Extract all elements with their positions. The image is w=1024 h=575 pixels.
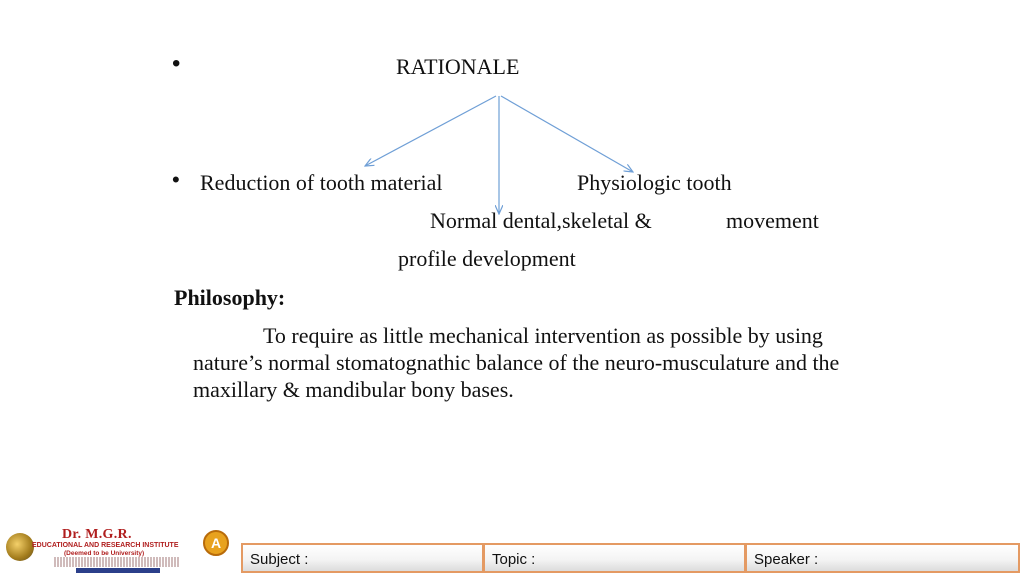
accreditation-badge-icon: A	[203, 530, 229, 556]
branch-middle-text-line1: Normal dental,skeletal &	[430, 208, 652, 233]
institute-emblem-icon	[6, 533, 34, 561]
logo-strip	[76, 568, 160, 573]
logo-title: Dr. M.G.R.	[62, 527, 132, 542]
title-bullet: •	[172, 50, 181, 77]
branch-right-text-line1: Physiologic tooth	[577, 170, 732, 195]
branch-middle-text-line2: profile development	[398, 246, 576, 271]
slide-title: RATIONALE	[396, 54, 520, 79]
institute-logo	[4, 527, 234, 573]
logo-tagline: (Deemed to be University)	[64, 550, 145, 557]
philosophy-paragraph	[193, 322, 853, 403]
logo-subtitle: EDUCATIONAL AND RESEARCH INSTITUTE	[32, 542, 179, 549]
subject-label: Subject :	[250, 551, 309, 568]
topic-label: Topic :	[492, 551, 536, 568]
branch-left-text: Reduction of tooth material	[200, 170, 443, 195]
speaker-label: Speaker :	[754, 551, 819, 568]
philosophy-text: To require as little mechanical intervention as possible by using nature’s normal stomatognathic balance of the neuro-musculature and the maxillary & mandibular bony bases.	[193, 323, 840, 402]
subject-box	[241, 543, 484, 573]
branch-right-text-line2: movement	[726, 208, 819, 233]
logo-address-lines	[54, 557, 179, 567]
topic-box	[483, 543, 746, 573]
speaker-box	[745, 543, 1020, 573]
arrow-right	[501, 96, 633, 172]
philosophy-heading: Philosophy:	[174, 285, 286, 310]
branch-bullet: •	[172, 167, 180, 192]
arrow-left	[365, 96, 496, 166]
